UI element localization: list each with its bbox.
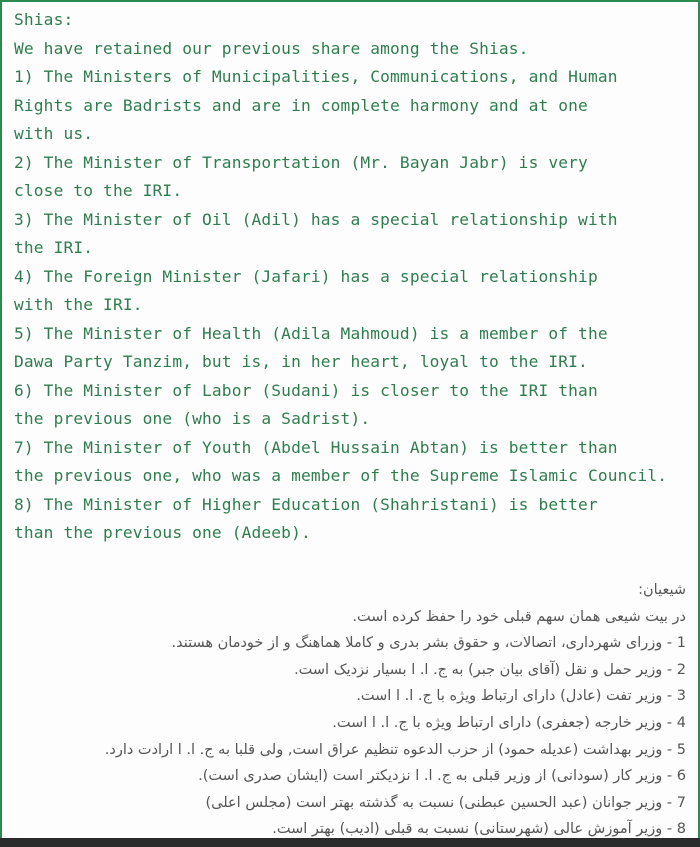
english-intro: We have retained our previous share among the Shias. <box>14 38 529 58</box>
english-line: the previous one, who was a member of the Supreme Islamic Council. <box>14 466 668 485</box>
persian-line: 8 - وزیر آموزش عالی (شهرستانی) نسبت به قبلی (ادیب) بهتر است. <box>272 821 686 838</box>
english-line: than the previous one (Adeeb). <box>14 523 311 542</box>
english-line: 4) The Foreign Minister (Jafari) has a special relationship <box>14 266 598 286</box>
english-line: 3) The Minister of Oil (Adil) has a special relationship with <box>14 209 618 229</box>
english-line: 5) The Minister of Health (Adila Mahmoud) is a member of the <box>14 323 608 343</box>
english-line: 7) The Minister of Youth (Abdel Hussain Abtan) is better than <box>14 437 618 457</box>
english-heading: Shias: <box>14 10 74 29</box>
english-line: 6) The Minister of Labor (Sudani) is closer to the IRI than <box>14 380 598 400</box>
english-line: with the IRI. <box>14 295 143 314</box>
bottom-dark-strip <box>0 838 700 847</box>
english-line: 2) The Minister of Transportation (Mr. Bayan Jabr) is very <box>14 152 588 172</box>
persian-line: 7 - وزیر جوانان (عبد الحسین عبطنی) نسبت به گذشته بهتر است (مجلس اعلی) <box>205 794 686 811</box>
english-line: the previous one (who is a Sadrist). <box>14 409 371 428</box>
persian-intro: در بیت شیعی همان سهم قبلی خود را حفظ کرده است. <box>352 608 686 625</box>
english-section <box>14 6 694 548</box>
english-line: the IRI. <box>14 238 94 257</box>
persian-line: 2 - وزیر حمل و نقل (آقای بیان جبر) به ج. ا. ا بسیار نزدیک است. <box>294 661 686 678</box>
english-line: 1) The Ministers of Municipalities, Communications, and Human <box>14 67 618 86</box>
persian-line: 1 - وزرای شهرداری، اتصالات، و حقوق بشر بدری و کاملا هماهنگ و از خودمان هستند. <box>171 635 686 652</box>
persian-line: 3 - وزیر تفت (عادل) دارای ارتباط ویژه با ج. ا. ا است. <box>356 688 686 705</box>
english-line: 8) The Minister of Higher Education (Shahristani) is better <box>14 494 598 514</box>
persian-line: 6 - وزیر کار (سودانی) از وزیر قبلی به ج. ا. ا نزدیکتر است (ایشان صدری است). <box>198 768 686 785</box>
persian-line: 5 - وزیر بهداشت (عدیله حمود) از حزب الدعوه تنظیم عراق است, ولی قلبا به ج. ا. ا ارادت دارد. <box>104 741 686 758</box>
persian-line: 4 - وزیر خارجه (جعفری) دارای ارتباط ویژه با ج. ا. ا است. <box>332 714 686 731</box>
english-line: Rights are Badrists and are in complete harmony and at one <box>14 95 588 115</box>
persian-heading: شیعیان: <box>638 582 686 598</box>
english-line: with us. <box>14 124 94 143</box>
persian-section <box>16 577 686 843</box>
english-line: close to the IRI. <box>14 181 183 200</box>
english-line: Dawa Party Tanzim, but is, in her heart, loyal to the IRI. <box>14 352 588 371</box>
